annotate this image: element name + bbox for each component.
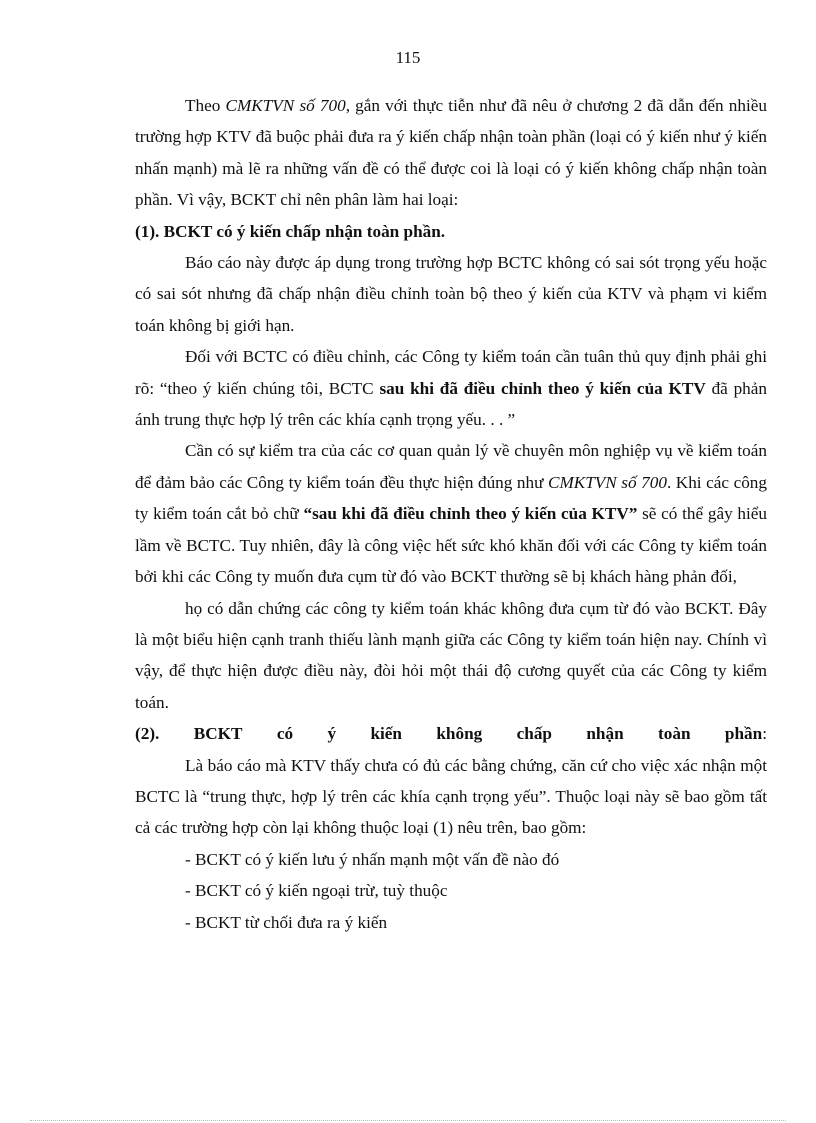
paragraph-report-definition: Báo cáo này được áp dụng trong trường hợp BCTC không có sai sót trọng yếu hoặc có sai sót nhưng đã chấp nhận điều chỉnh toàn bộ theo ý kiến của KTV và phạm vi kiểm toán không bị giới hạn.	[135, 253, 767, 335]
heading-2-word-last: phần:	[724, 724, 767, 744]
paragraph-adjusted-bctc: Đối với BCTC có điều chỉnh, các Công ty kiểm toán cần tuân thủ quy định phải ghi rõ: “theo ý kiến chúng tôi, BCTC sau khi đã điều chỉnh theo ý kiến của KTV đã phản ánh trung thực hợp lý trên các khía cạnh trọng yếu. . . ”	[135, 347, 767, 430]
paragraph-intro: Theo CMKTVN số 700, gắn với thực tiễn như đã nêu ở chương 2 đã dẫn đến nhiều trường hợp KTV đã buộc phải đưa ra ý kiến chấp nhận toàn phần (loại có ý kiến như ý kiến nhấn mạnh) mà lẽ ra những vấn đề có thể được coi là loại có ý kiến không chấp nhận toàn phần. Vì vậy, BCKT chỉ nên phân làm hai loại:	[135, 96, 767, 210]
heading-2-word: nhận	[586, 724, 624, 744]
section-heading-1: (1). BCKT có ý kiến chấp nhận toàn phần.	[135, 221, 446, 241]
heading-2-word: ý	[327, 724, 337, 744]
paragraph-competition: họ có dẫn chứng các công ty kiểm toán khác không đưa cụm từ đó vào BCKT. Đây là một biểu hiện cạnh tranh thiếu lành mạnh giữa các Công ty kiểm toán hiện nay. Chính vì vậy, để thực hiện được điều này, đòi hỏi một thái độ cương quyết của các Công ty kiểm toán.	[135, 598, 767, 712]
paragraph-nonqualified-definition: Là báo cáo mà KTV thấy chưa có đủ các bằng chứng, căn cứ cho việc xác nhận một BCTC là “trung thực, hợp lý trên các khía cạnh trọng yếu”. Thuộc loại này sẽ bao gồm tất cả các trường hợp còn lại không thuộc loại (1) nêu trên, bao gồm:	[135, 755, 767, 838]
page-number: 115	[395, 48, 421, 67]
list-item: - BCKT có ý kiến lưu ý nhấn mạnh một vấn đề nào đó	[185, 849, 560, 869]
document-body	[135, 90, 767, 938]
heading-2-word: BCKT	[193, 724, 243, 744]
list-item: - BCKT có ý kiến ngoại trừ, tuỳ thuộc	[185, 881, 448, 901]
heading-2-word: chấp	[516, 724, 552, 744]
section-heading-2	[135, 718, 767, 749]
list-item: - BCKT từ chối đưa ra ý kiến	[185, 912, 388, 932]
page-bottom-divider	[30, 1120, 786, 1121]
heading-2-word: (2).	[135, 724, 160, 744]
heading-2-word: có	[276, 724, 294, 744]
paragraph-inspection: Cần có sự kiểm tra của các cơ quan quản lý về chuyên môn nghiệp vụ về kiểm toán để đảm bảo các Công ty kiểm toán đều thực hiện đúng như CMKTVN số 700. Khi các công ty kiểm toán cắt bỏ chữ “sau khi đã điều chỉnh theo ý kiến của KTV” sẽ có thể gây hiểu lầm về BCTC. Tuy nhiên, đây là công việc hết sức khó khăn đối với các Công ty kiểm toán bởi khi các Công ty muốn đưa cụm từ đó vào BCKT thường sẽ bị khách hàng phản đối,	[135, 441, 767, 587]
heading-2-word: kiến	[370, 724, 402, 744]
heading-2-word: toàn	[658, 724, 691, 744]
heading-2-word: không	[436, 724, 483, 744]
